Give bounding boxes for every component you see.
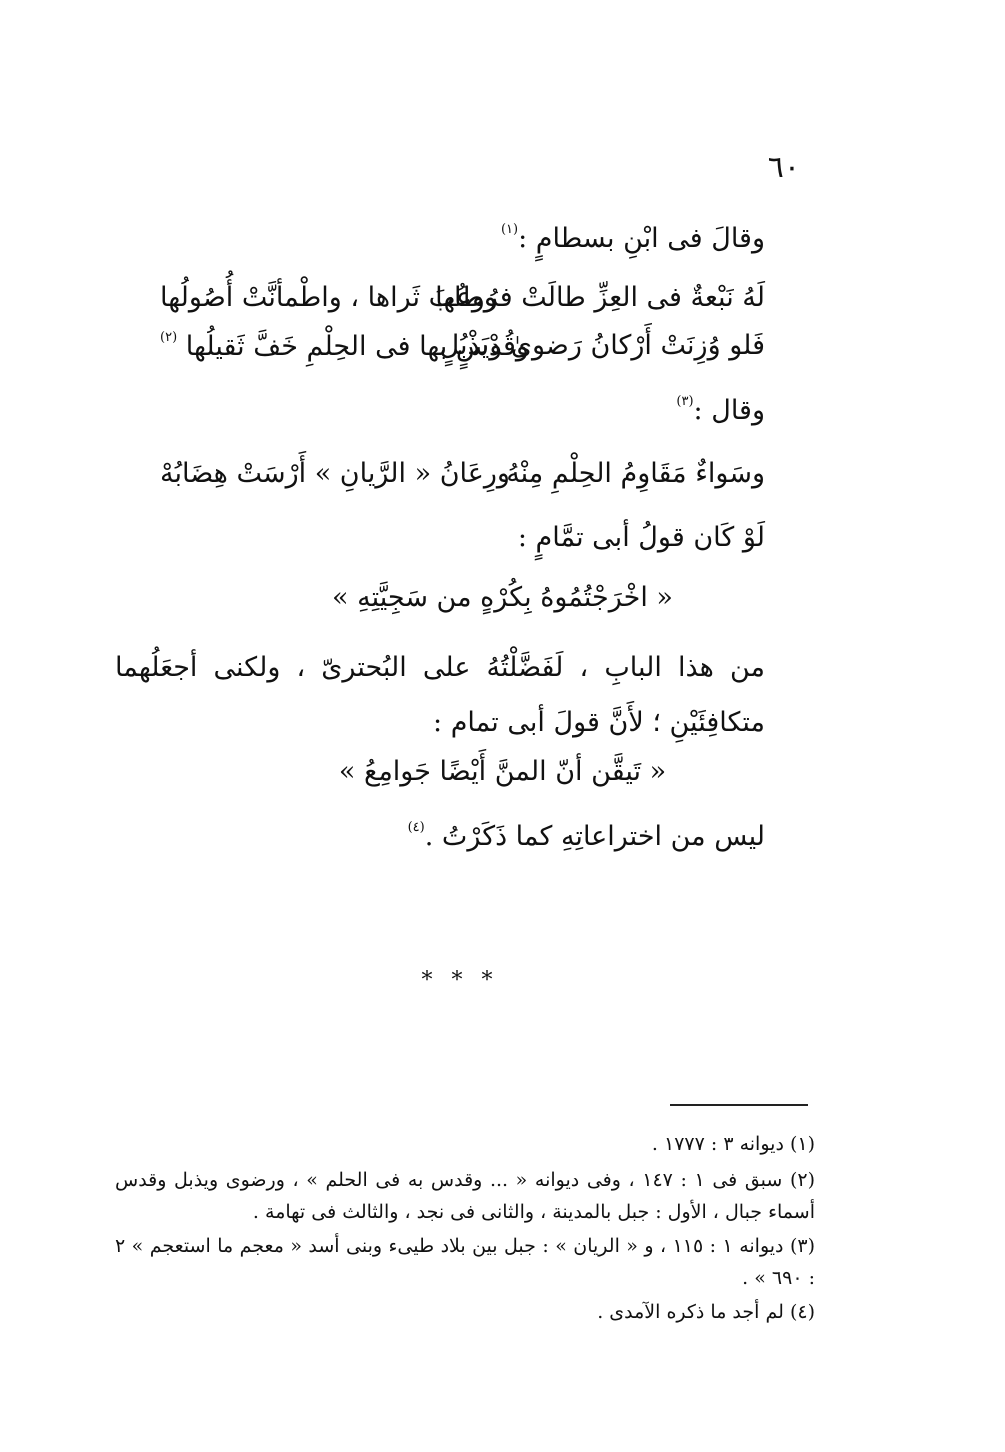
footnote-4: (٤) لم أجد ما ذكره الآمدى . (597, 1301, 815, 1323)
page-number: ٦٠ (767, 150, 800, 185)
footnote-1: (١) ديوانه ٣ : ١٧٧٧ . (651, 1133, 815, 1155)
verse-3-hemistich-b: ورِعَانُ « الرَّيانِ » أَرْسَتْ هِضَابُهْ (160, 458, 510, 489)
quotation-2: « تَيقَّن أنّ المنَّ أَيْضًا جَوامِعُ » (338, 756, 667, 787)
footnote-2: (٢) سبق فى ١ : ١٤٧ ، وفى ديوانه « ... وقدس به فى الحلم » ، ورضوى ويذبل وقدس أسماء جبال ، الأول : جبل بالمدينة ، والثانى فى نجد ، والثالث فى تهامة . (115, 1169, 815, 1223)
footnote-ref-4: (٤) (407, 820, 425, 835)
section-divider: * * * (421, 968, 499, 993)
verse-2-hemistich-b-text: وقُدْسٍ بها فى الحِلْمِ خَفَّ ثَقيلُها (185, 331, 529, 362)
prose-line-last (408, 820, 765, 852)
footnote-rule (670, 1104, 808, 1106)
footnote-ref-3: (٣) (676, 394, 694, 409)
intro-line-1-text: وقالَ فى ابْنِ بسطامٍ : (518, 223, 765, 254)
intro-line-2 (676, 394, 765, 426)
prose-line-last-text: ليس من اختراعاتِهِ كما ذَكَرْتُ . (424, 821, 765, 852)
verse-3-hemistich-a: وسَواءٌ مَقَاوِمُ الحِلْمِ مِنْهُ (506, 458, 765, 489)
footnote-3: (٣) ديوانه ١ : ١١٥ ، و « الريان » : جبل بين بلاد طيىء وبنى أسد « معجم ما استعجم » ٢ : ٦٩٠ » . (115, 1235, 816, 1289)
verse-2-hemistich-a: فَلو وُزِنَتْ أَرْكانُ رَضوىٰ ويَذْبُلٍ (439, 330, 765, 361)
quotation-1: « اخْرَجْتُمُوهُ بِكُرْهٍ من سَجِيَّتِهِ » (332, 582, 673, 613)
prose-line-law: لَوْ كَان قولُ أبى تمَّامٍ : (517, 522, 765, 553)
prose-paragraph: من هذا البابِ ، لَفَضَّلْتُهُ على البُحترىّ ، ولكنى أجعَلُهما متكافِئَيْنِ ؛ لأَنَّ قولَ أبى تمام : (115, 652, 765, 738)
intro-line-1 (501, 222, 765, 254)
footnote-ref-2: (٢) (160, 330, 178, 345)
intro-line-2-text: وقال : (693, 395, 765, 426)
verse-2-hemistich-b (160, 330, 529, 362)
verse-1-hemistich-b: وطابَ ثَراها ، واطْمأنَّتْ أُصُولُها (160, 282, 497, 313)
footnote-ref-1: (١) (500, 222, 519, 237)
verse-1-hemistich-a: لَهُ نَبْعةٌ فى العِزِّ طالَتْ فرُوعُها (435, 282, 765, 313)
